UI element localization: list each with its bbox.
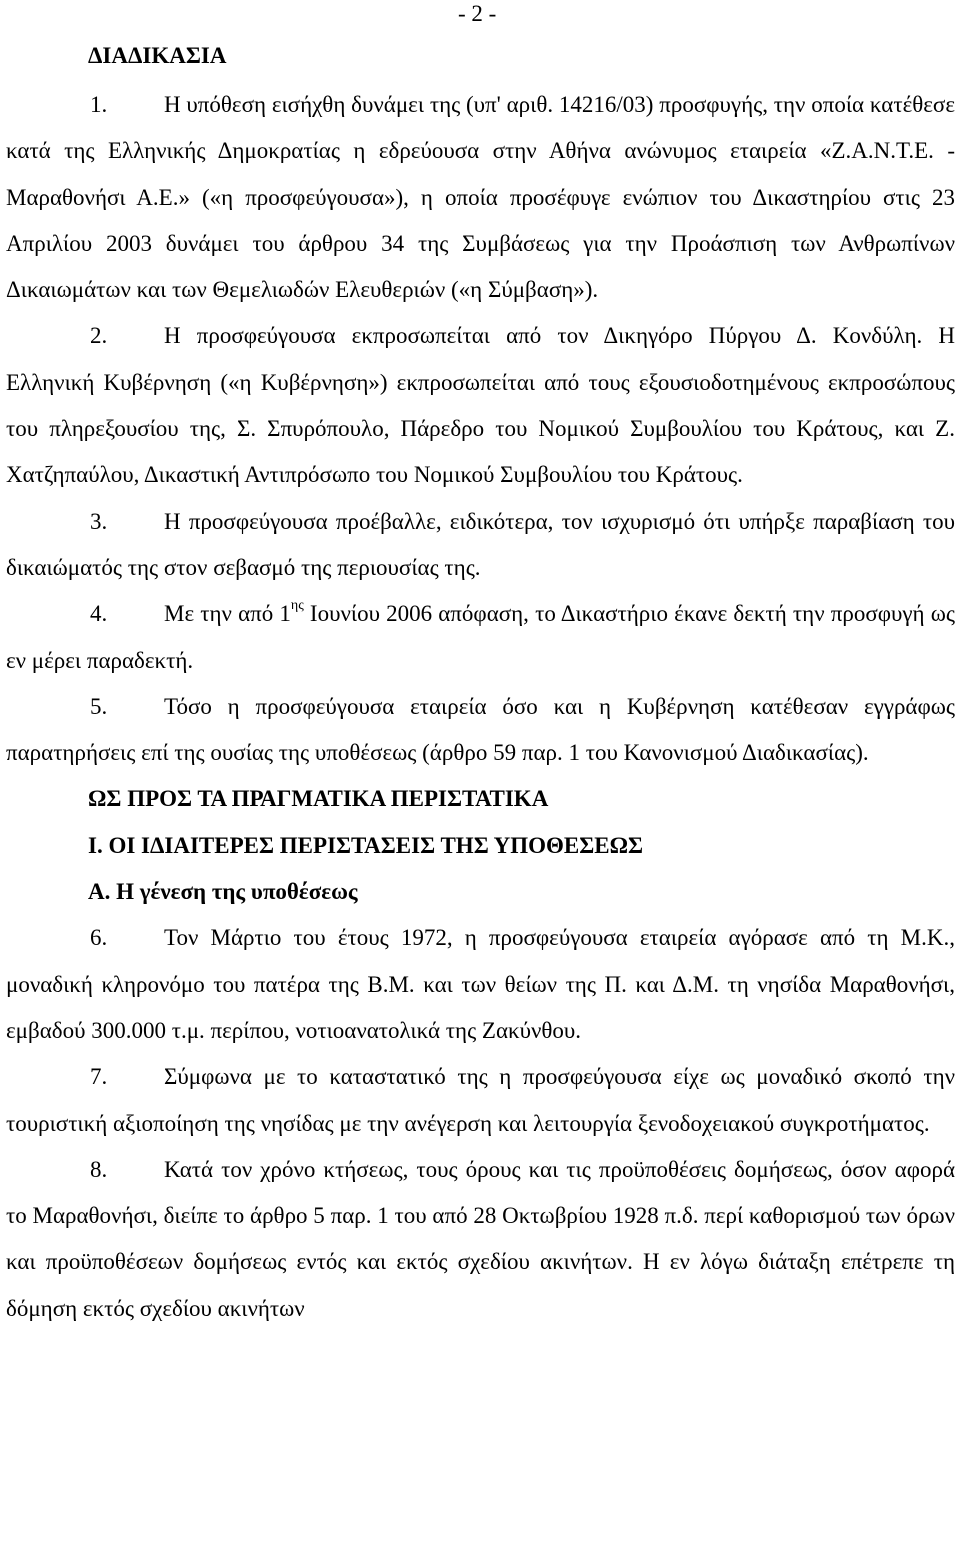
paragraph-6 [6,915,955,1054]
heading-facts: ΩΣ ΠΡΟΣ ΤΑ ΠΡΑΓΜΑΤΙΚΑ ΠΕΡΙΣΤΑΤΙΚΑ [88,786,549,812]
paragraph-text: Σύμφωνα με το καταστατικό της η προσφεύγουσα είχε ως μοναδικό σκοπό την τουριστική αξιοποίηση της νησίδας με την ανέγερση και λειτουργία ξενοδοχειακού συγκροτήματος. [6,1064,955,1136]
heading-circumstances: I. ΟΙ ΙΔΙΑΙΤΕΡΕΣ ΠΕΡΙΣΤΑΣΕΙΣ ΤΗΣ ΥΠΟΘΕΣΕΩΣ [88,832,644,858]
document-body [6,82,955,1332]
paragraph-number: 5. [90,693,108,719]
paragraph-text: Τον Μάρτιο του έτους 1972, η προσφεύγουσα εταιρεία αγόρασε από τη Μ.Κ., μοναδική κληρονόμο του πατέρα της Β.Μ. και των θείων της Π. και Δ.Μ. τη νησίδα Μαραθονήσι, εμβαδού 300.000 τ.μ. περίπου, νοτιοανατολικά της Ζακύνθου. [6,925,955,1043]
paragraph-5 [6,684,955,777]
superscript: ης [290,598,304,614]
paragraph-8 [6,1147,955,1332]
paragraph-text: Τόσο η προσφεύγουσα εταιρεία όσο και η Κυβέρνηση κατέθεσαν εγγράφως παρατηρήσεις επί της ουσίας της υποθέσεως (άρθρο 59 παρ. 1 του Κανονισμού Διαδικασίας). [6,693,955,766]
paragraph-number: 6. [90,925,108,951]
paragraph-1 [6,82,955,313]
paragraph-4 [6,591,955,684]
paragraph-text: Με την από 1 [164,601,291,627]
paragraph-2 [6,313,955,498]
paragraph-text: Ιουνίου 2006 απόφαση, το Δικαστήριο έκανε δεκτή την προσφυγή ως εν μέρει παραδεκτή. [6,601,955,673]
paragraph-3 [6,499,955,592]
paragraph-number: 7. [90,1064,108,1090]
paragraph-number: 4. [90,601,108,627]
paragraph-number: 3. [90,508,108,534]
page-number: - 2 - [458,1,497,26]
paragraph-number: 8. [90,1156,108,1182]
paragraph-text: Κατά τον χρόνο κτήσεως, τους όρους και τις προϋποθέσεις δομήσεως, όσον αφορά το Μαραθονήσι, διείπε το άρθρο 5 παρ. 1 του από 28 Οκτωβρίου 1928 π.δ. περί καθορισμού των όρων και προϋποθέσεων δομήσεως εντός και εκτός σχεδίου ακινήτων. Η εν λόγω διάταξη επέτρεπε τη δόμηση εκτός σχεδίου ακινήτων [6,1156,955,1321]
paragraph-number: 2. [90,323,108,349]
paragraph-text: Η προσφεύγουσα προέβαλλε, ειδικότερα, τον ισχυρισμό ότι υπήρξε παραβίαση του δικαιώματός της στον σεβασμό της περιουσίας της. [6,508,955,580]
paragraph-7 [6,1054,955,1147]
section-title: ΔΙΑΔΙΚΑΣΙΑ [88,43,227,68]
heading-origin: Α. Η γένεση της υποθέσεως [88,879,358,905]
paragraph-text: Η προσφεύγουσα εκπροσωπείται από τον Δικηγόρο Πύργου Δ. Κονδύλη. Η Ελληνική Κυβέρνηση («η Κυβέρνηση») εκπροσωπείται από τους εξουσιοδοτημένους εκπροσώπους του πληρεξουσίου της, Σ. Σπυρόπουλο, Πάρεδρο του Νομικού Συμβουλίου του Κράτους, και Ζ. Χατζηπαύλου, Δικαστική Αντιπρόσωπο του Νομικού Συμβουλίου του Κράτους. [6,323,955,488]
paragraph-text: Η υπόθεση εισήχθη δυνάμει της (υπ' αριθ. 14216/03) προσφυγής, την οποία κατέθεσε κατά της Ελληνικής Δημοκρατίας η εδρεύουσα στην Αθήνα ανώνυμος εταιρεία «Ζ.Α.Ν.Τ.Ε. - Μαραθονήσι Α.Ε.» («η προσφεύγουσα»), η οποία προσέφυγε ενώπιον του Δικαστηρίου στις 23 Απριλίου 2003 δυνάμει του άρθρου 34 της Συμβάσεως για την Προάσπιση των Ανθρωπίνων Δικαιωμάτων και των Θεμελιωδών Ελευθεριών («η Σύμβαση»). [6,92,955,303]
paragraph-number: 1. [90,92,108,117]
